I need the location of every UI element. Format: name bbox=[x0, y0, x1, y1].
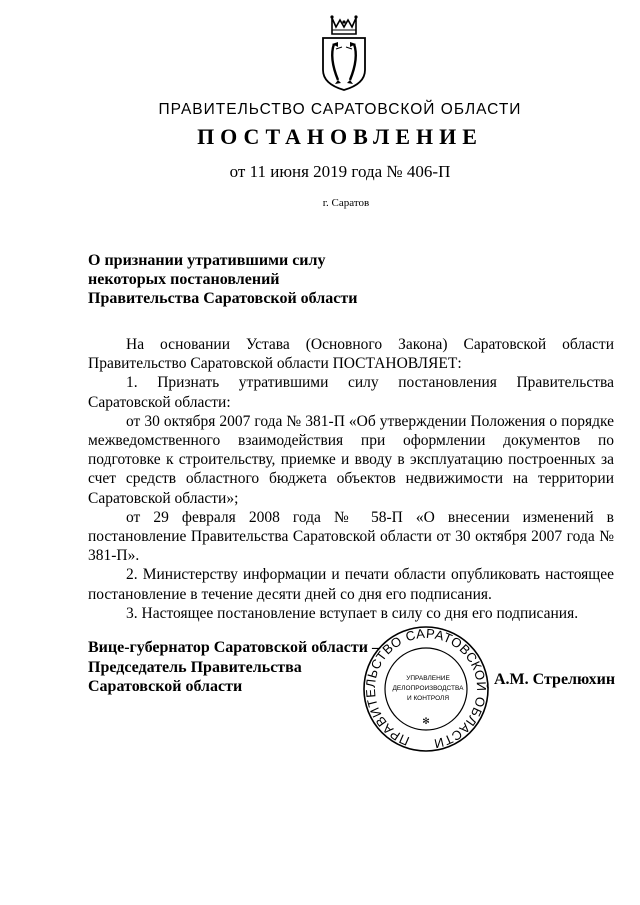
subject-line: Правительства Саратовской области bbox=[88, 290, 358, 307]
signer-position bbox=[88, 638, 388, 697]
subject-line: некоторых постановлений bbox=[88, 271, 280, 288]
document-date-number: от 11 июня 2019 года № 406-П bbox=[229, 162, 451, 181]
body-paragraph: 2. Министерству информации и печати области опубликовать настоящее постановление в течение десяти дней со дня его подписания. bbox=[88, 566, 614, 603]
seal-inner-line: УПРАВЛЕНИЕ bbox=[406, 675, 450, 682]
document-subject bbox=[88, 251, 418, 308]
saratov-coat-of-arms-icon bbox=[318, 14, 370, 92]
body-paragraph: от 29 февраля 2008 года № 58-П «О внесении изменений в постановление Правительства Саратовской области от 30 октября 2007 года № 381-П». bbox=[88, 508, 614, 565]
official-seal-icon bbox=[361, 624, 491, 754]
seal-inner-line: И КОНТРОЛЯ bbox=[406, 695, 450, 702]
seal-inner-line: ДЕЛОПРОИЗВОДСТВА bbox=[392, 685, 464, 692]
body-paragraph: На основании Устава (Основного Закона) Саратовской области Правительство Саратовской области ПОСТАНОВЛЯЕТ: bbox=[88, 336, 614, 373]
signer-position-line: Саратовской области bbox=[88, 678, 243, 695]
signer-name: А.М. Стрелюхин bbox=[494, 671, 616, 688]
svg-text:✻: ✻ bbox=[422, 717, 430, 727]
document-city: г. Саратов bbox=[322, 197, 370, 209]
signer-position-line: Вице-губернатор Саратовской области – bbox=[88, 639, 380, 656]
document-type-title: ПОСТАНОВЛЕНИЕ bbox=[197, 124, 483, 149]
document-body bbox=[88, 335, 614, 623]
subject-line: О признании утратившими силу bbox=[88, 252, 326, 269]
body-paragraph: 1. Признать утратившими силу постановления Правительства Саратовской области: bbox=[88, 374, 614, 411]
signer-position-line: Председатель Правительства bbox=[88, 658, 302, 676]
body-paragraph: от 30 октября 2007 года № 381-П «Об утверждении Положения о порядке межведомственного взаимодействия при оформлении документов по подготовке к строительству, приемке и вводу в эксплуатацию построенных за счет средств областного бюджета объектов недвижимости на территории Саратовской области»; bbox=[88, 412, 614, 507]
body-paragraph: 3. Настоящее постановление вступает в силу со дня его подписания. bbox=[126, 604, 579, 622]
seal-outer-text: ПРАВИТЕЛЬСТВО САРАТОВСКОЙ ОБЛАСТИ bbox=[362, 625, 490, 752]
government-title: ПРАВИТЕЛЬСТВО САРАТОВСКОЙ ОБЛАСТИ bbox=[158, 101, 522, 118]
